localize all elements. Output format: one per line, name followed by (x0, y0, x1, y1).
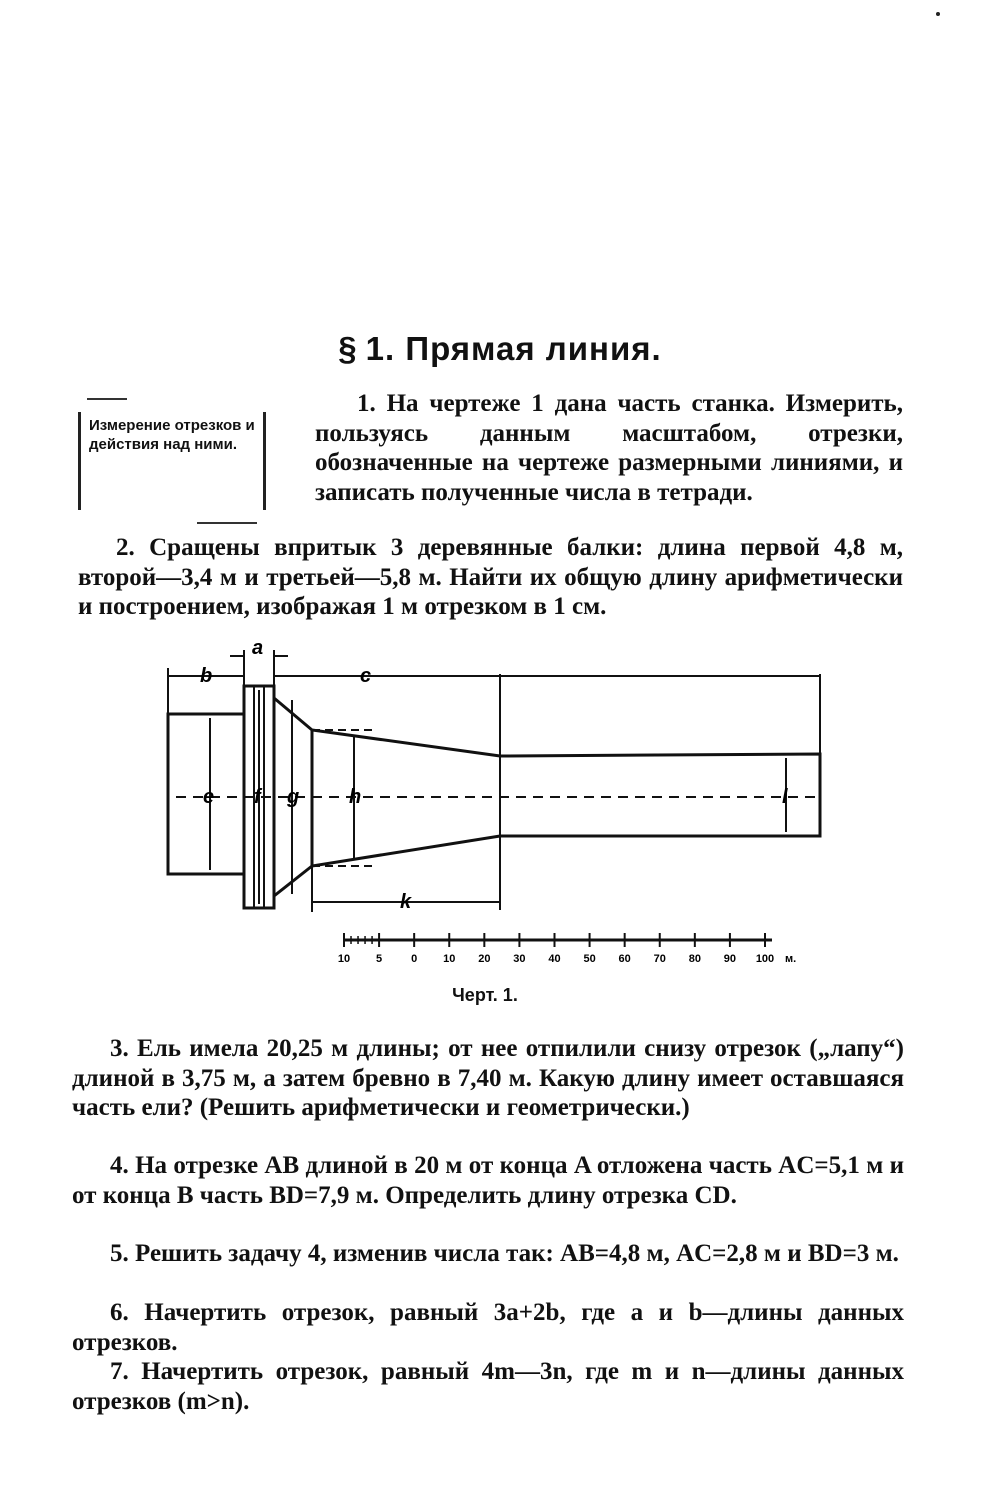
scale-tick-label: 30 (513, 953, 526, 965)
section-sign: § (338, 330, 358, 367)
scale-tick-label: 10 (443, 953, 456, 965)
label-l: l (782, 786, 788, 808)
margin-note: Измерение отрезков и действия над ними. (78, 412, 266, 510)
label-b: b (200, 665, 213, 687)
scale-tick-label: 10 (337, 953, 351, 965)
problem-number: 7. (110, 1358, 129, 1385)
scale-ticks (338, 933, 796, 965)
problem-number: 3. (110, 1035, 129, 1062)
problem-text: Начертить отрезок, равный 4m—3n, где m и n—длины данных отрезков (m>n). (72, 1358, 904, 1415)
scale-tick-label: 50 (583, 953, 596, 965)
problem-number: 5. (110, 1240, 129, 1267)
scale-tick-label: 60 (618, 953, 631, 965)
problem-number: 4. (110, 1152, 129, 1179)
scale-tick-label: 20 (478, 953, 491, 965)
problem-7 (72, 1357, 904, 1416)
problem-number: 2. (116, 534, 135, 561)
dimension-labels (200, 637, 788, 913)
scale-tick-label: 90 (723, 953, 737, 965)
problem-4 (72, 1151, 904, 1210)
label-k: k (400, 891, 412, 913)
problem-6 (72, 1298, 904, 1357)
figure-caption: Черт. 1. (452, 985, 518, 1005)
label-e: e (203, 786, 215, 808)
scale-tick-label: 80 (688, 953, 701, 965)
problem-5 (72, 1239, 904, 1269)
problem-text: Сращены впритык 3 деревянные балки: длина первой 4,8 м, второй—3,4 м и третьей—5,8 м. Найти их общую длину арифметически и построением, изображая 1 м отрезком в 1 см. (78, 534, 903, 620)
label-h: h (349, 786, 362, 808)
problem-number: 6. (110, 1299, 129, 1326)
label-g: g (287, 786, 300, 808)
scale-tick-label: 0 (411, 953, 418, 965)
problem-text: На чертеже 1 дана часть станка. Измерить, пользуясь данным масштабом, отрезки, обозначенные на чертеже размерными линиями, и записать полученные числа в тетради. (315, 390, 904, 506)
scale-tick-label: 100 (755, 953, 775, 965)
problem-text: Начертить отрезок, равный 3a+2b, где a и b—длины данных отрезков. (72, 1299, 904, 1356)
label-f: f (254, 786, 261, 808)
problem-text: Ель имела 20,25 м длины; от нее отпилили снизу отрезок („лапу“) длиной в 3,75 м, а затем бревно в 7,40 м. Какую длину имеет оставшаяся часть ели? (Решить арифметически и геометрически.) (72, 1035, 904, 1121)
problem-text: Решить задачу 4, изменив числа так: AB=4,8 м, AC=2,8 м и BD=3 м. (135, 1240, 899, 1267)
scale-tick-label: 40 (548, 953, 561, 965)
problem-text: На отрезке AB длиной в 20 м от конца A отложена часть AC=5,1 м и от конца B часть BD=7,9 м. Определить длину отрезка CD. (72, 1152, 905, 1209)
section-title: 1. Прямая линия. (365, 330, 662, 367)
problem-3 (72, 1034, 904, 1123)
problem-number: 1. (357, 390, 376, 417)
scale-tick-label: 5 (376, 953, 383, 965)
scale-tick-label: 70 (653, 953, 666, 965)
scale-unit: м. (785, 953, 797, 965)
label-c: c (360, 665, 372, 687)
label-a: a (252, 637, 264, 659)
